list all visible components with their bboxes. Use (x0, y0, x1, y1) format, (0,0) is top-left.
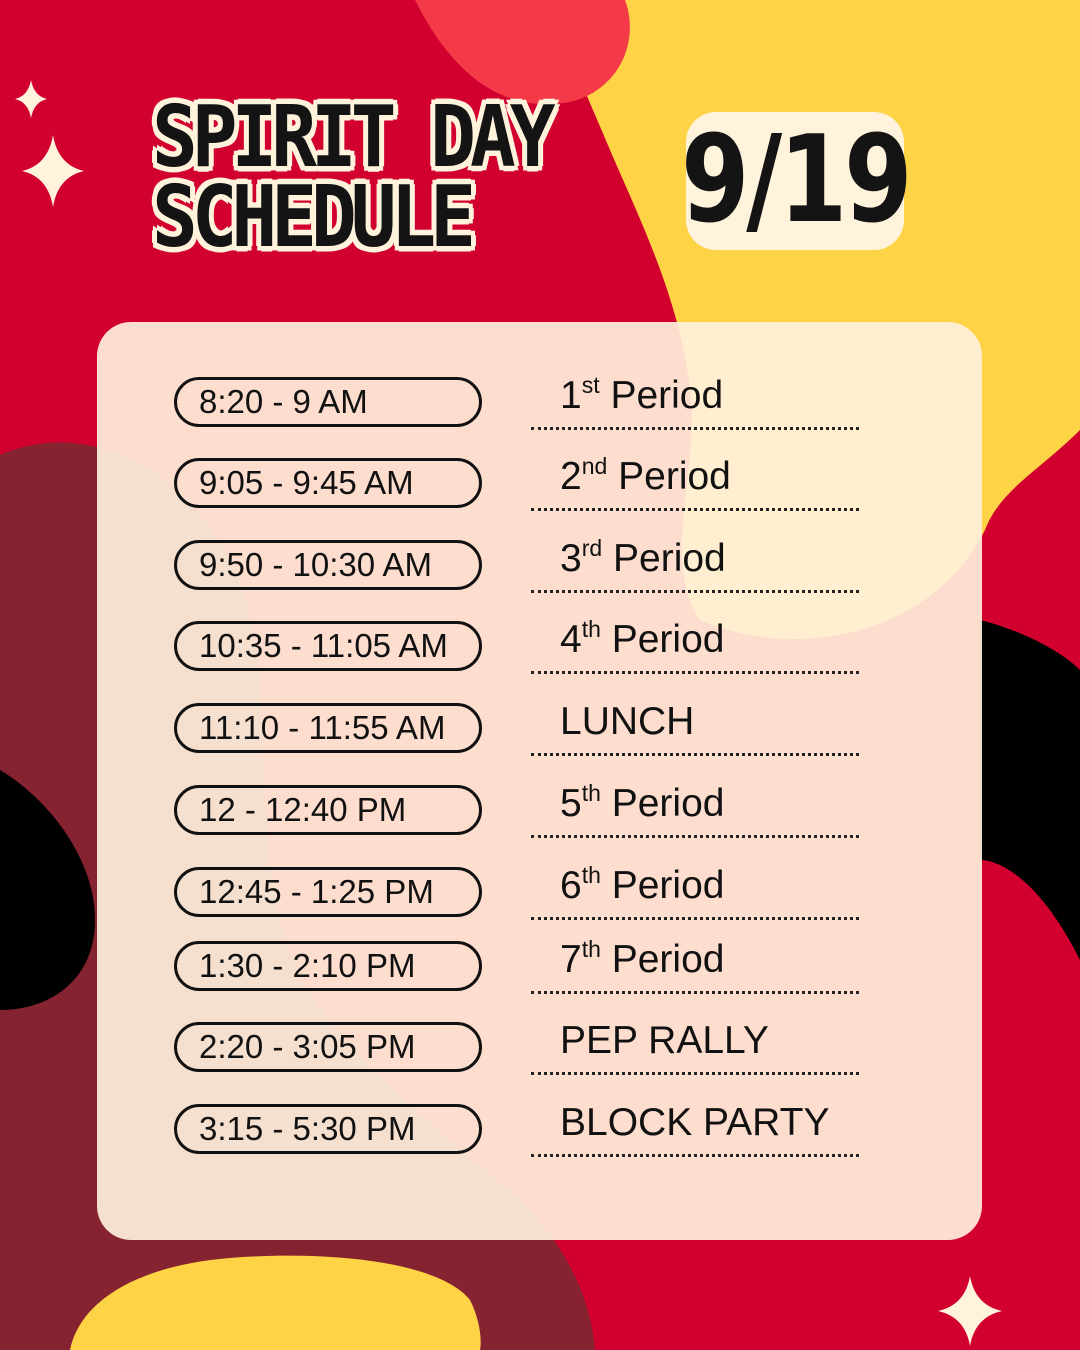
event-cell (531, 861, 859, 920)
schedule-row (97, 936, 982, 1001)
time-pill: 8:20 - 9 AM (174, 377, 482, 427)
period-number: 2 (560, 455, 582, 498)
event-label (560, 779, 724, 829)
schedule-row (97, 616, 982, 681)
period-number: 6 (560, 864, 582, 907)
event-label (560, 615, 724, 665)
schedule-row (97, 780, 982, 845)
ordinal-suffix: th (581, 936, 601, 962)
period-number: 7 (560, 938, 582, 981)
event-cell (531, 697, 859, 756)
event-cell (531, 779, 859, 838)
event-name: BLOCK PARTY (560, 1101, 830, 1144)
event-name: LUNCH (560, 700, 695, 743)
period-word: Period (611, 618, 725, 661)
event-cell (531, 935, 859, 994)
event-cell (531, 615, 859, 674)
event-cell (531, 1098, 859, 1157)
event-cell (531, 371, 859, 430)
title-line-2: SCHEDULE (152, 166, 471, 267)
time-pill: 1:30 - 2:10 PM (174, 941, 482, 991)
event-label (560, 534, 726, 584)
event-cell (531, 534, 859, 593)
period-word: Period (618, 455, 731, 498)
period-number: 5 (560, 782, 582, 825)
schedule-row (97, 535, 982, 600)
time-pill: 2:20 - 3:05 PM (174, 1022, 482, 1072)
event-label (560, 371, 723, 421)
period-word: Period (610, 374, 724, 417)
date-text: 9/19 (680, 111, 910, 250)
schedule-card (97, 322, 982, 1240)
ordinal-suffix: nd (581, 453, 608, 479)
event-name: PEP RALLY (560, 1019, 769, 1062)
period-word: Period (611, 938, 725, 981)
schedule-row (97, 1101, 982, 1164)
schedule-row (97, 862, 982, 927)
schedule-row (97, 700, 982, 763)
schedule-row (97, 372, 982, 437)
period-number: 4 (560, 618, 582, 661)
event-label (560, 697, 694, 747)
schedule-row (97, 453, 982, 518)
event-label (560, 935, 724, 985)
time-pill: 12 - 12:40 PM (174, 785, 482, 835)
ordinal-suffix: rd (581, 535, 603, 561)
ordinal-suffix: th (581, 616, 601, 642)
time-pill: 9:50 - 10:30 AM (174, 540, 482, 590)
event-label (560, 452, 731, 502)
time-pill: 3:15 - 5:30 PM (174, 1104, 482, 1154)
event-cell (531, 1016, 859, 1075)
ordinal-suffix: th (581, 862, 601, 888)
time-pill: 10:35 - 11:05 AM (174, 621, 482, 671)
title-line-1: SPIRIT DAY (152, 86, 550, 187)
period-word: Period (611, 782, 725, 825)
time-pill: 9:05 - 9:45 AM (174, 458, 482, 508)
event-label (560, 1098, 829, 1148)
time-pill: 12:45 - 1:25 PM (174, 867, 482, 917)
schedule-row (97, 1019, 982, 1082)
ordinal-suffix: st (581, 372, 600, 398)
event-cell (531, 452, 859, 511)
period-number: 3 (560, 537, 582, 580)
event-label (560, 861, 724, 911)
period-word: Period (613, 537, 726, 580)
date-badge (680, 111, 910, 250)
event-label (560, 1016, 769, 1066)
period-word: Period (611, 864, 725, 907)
period-number: 1 (560, 374, 582, 417)
time-pill: 11:10 - 11:55 AM (174, 703, 482, 753)
ordinal-suffix: th (581, 780, 601, 806)
